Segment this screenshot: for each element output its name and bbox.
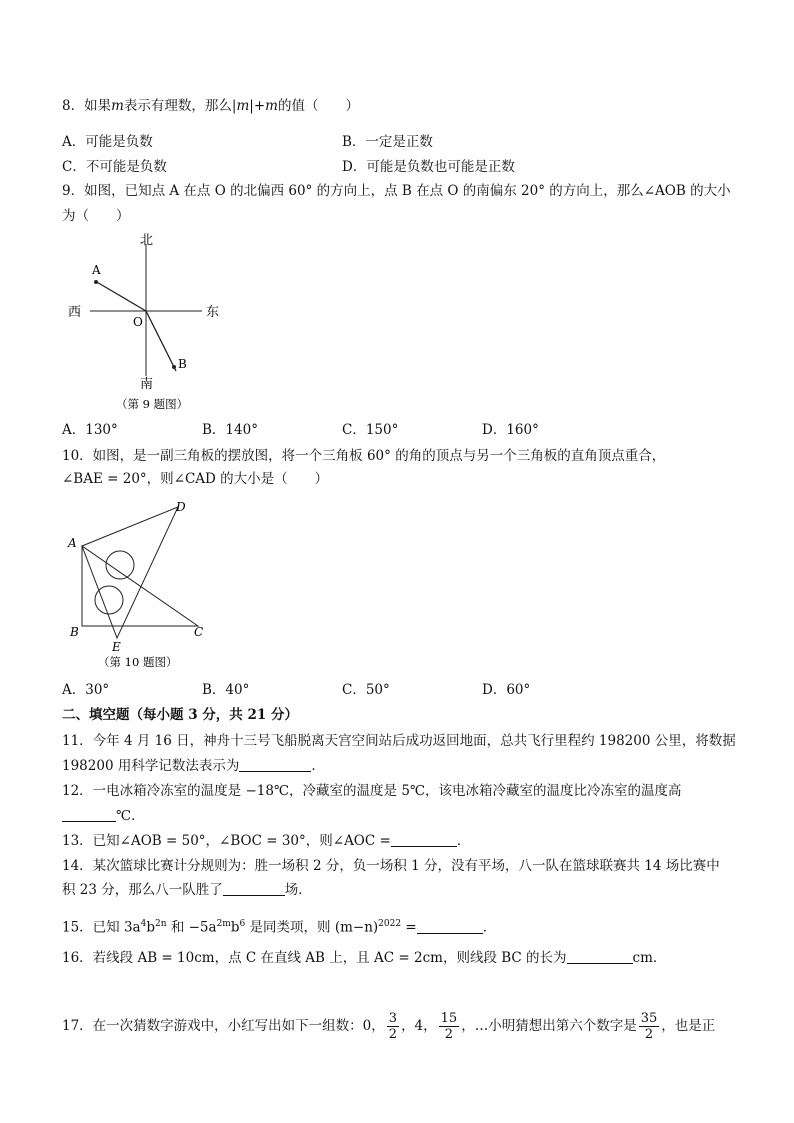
q15-stem: 15．已知 $3a^4b^{2n}$ 和 $-5a^{2m}b^6$ 是同类项，则 $(m-n)^{2022}$ = ．	[62, 919, 497, 936]
q9-figure	[60, 228, 240, 418]
label-e: E	[112, 640, 121, 654]
label-east: 东	[206, 305, 220, 320]
q14-answer-blank[interactable]	[223, 881, 285, 896]
label-a: A	[68, 536, 77, 550]
q10-figure	[60, 497, 220, 675]
figure-caption: （第 10 题图）	[98, 655, 178, 669]
q8-stem: 8．如果m表示有理数，那么|m|+m的值（ ）	[62, 98, 359, 114]
q9-option-a[interactable]: A．130°	[62, 422, 118, 438]
q10-option-b[interactable]: B．40°	[202, 682, 250, 698]
q16-stem: 16．若线段 AB = 10cm，点 C 在直线 AB 上，且 AC = 2cm，则线段 BC 的长为 cm．	[62, 950, 667, 966]
q15-answer-blank[interactable]	[417, 919, 483, 934]
fraction-three-halves: $\frac{3}{2}$	[388, 1011, 398, 1042]
point-b-dot	[172, 365, 176, 369]
label-o: O	[133, 315, 143, 329]
q8-option-d[interactable]: D．可能是负数也可能是正数	[342, 159, 515, 175]
q12-stem-line1: 12．一电冰箱冷冻室的温度是 −18℃，冷藏室的温度是 5℃，该电冰箱冷藏室的温度比冷冻室的温度高	[62, 783, 682, 799]
q8-option-a[interactable]: A．可能是负数	[62, 134, 153, 150]
q10-option-a[interactable]: A．30°	[62, 682, 110, 698]
label-d: D	[176, 500, 186, 514]
q11-stem-line2: 198200 用科学记数法表示为 ．	[62, 758, 325, 774]
ray-oa	[95, 281, 146, 311]
ray-ob	[146, 311, 176, 371]
q10-stem-line2: ∠BAE = 20°，则∠CAD 的大小是（ ）	[62, 471, 329, 487]
triangle-ade	[82, 507, 178, 638]
q12-answer-blank[interactable]	[62, 807, 116, 822]
q9-option-d[interactable]: D．160°	[482, 422, 539, 438]
q17-stem: 17．在一次猜数字游戏中，小红写出如下一组数：0， $\frac{3}{2}$ ，4， $\frac{15}{2}$ ，…小明猜想出第六个数字是 $\frac{35}{2}$ ，也是正	[62, 1011, 716, 1042]
label-a: A	[92, 263, 101, 277]
label-north: 北	[140, 233, 154, 248]
label-south: 南	[140, 377, 154, 392]
hole-bottom	[95, 586, 123, 614]
q13-answer-blank[interactable]	[391, 832, 457, 847]
q8-option-b[interactable]: B．一定是正数	[342, 134, 433, 150]
q9-stem-line1: 9．如图，已知点 A 在点 O 的北偏西 60° 的方向上，点 B 在点 O 的南偏东 20° 的方向上，那么∠AOB 的大小	[62, 183, 731, 199]
q9-option-c[interactable]: C．150°	[342, 422, 399, 438]
q11-stem-line1: 11．今年 4 月 16 日，神舟十三号飞船脱离天宫空间站后成功返回地面，总共飞行里程约 198200 公里，将数据	[62, 733, 736, 749]
point-a-dot	[94, 280, 98, 284]
q12-stem-line2: ℃．	[62, 806, 145, 826]
q11-answer-blank[interactable]	[239, 757, 311, 772]
q10-stem-line1: 10．如图，是一副三角板的摆放图，将一个三角板 60° 的角的顶点与另一个三角板的直角顶点重合，	[62, 448, 666, 464]
label-c: C	[194, 625, 204, 639]
triangle-abc	[82, 546, 198, 626]
q13-stem: 13．已知∠AOB = 50°，∠BOC = 30°，则∠AOC = ．	[62, 833, 471, 849]
label-west: 西	[68, 305, 82, 320]
label-b: B	[70, 625, 79, 639]
fraction-thirtyfive-halves: $\frac{35}{2}$	[640, 1011, 658, 1042]
q16-answer-blank[interactable]	[567, 949, 633, 964]
q9-option-b[interactable]: B．140°	[202, 422, 258, 438]
label-b: B	[178, 357, 187, 371]
q9-stem-line2: 为（ ）	[62, 208, 130, 224]
q14-stem-line1: 14．某次篮球比赛计分规则为：胜一场积 2 分，负一场积 1 分，没有平场，八一队在篮球联赛共 14 场比赛中	[62, 858, 720, 874]
q14-stem-line2: 积 23 分，那么八一队胜了 场．	[62, 882, 312, 898]
q8-option-c[interactable]: C．不可能是负数	[62, 159, 167, 175]
q10-option-d[interactable]: D．60°	[482, 682, 531, 698]
section-heading: 二、填空题（每小题 3 分，共 21 分）	[62, 707, 298, 723]
figure-caption: （第 9 题图）	[116, 397, 189, 411]
fraction-fifteen-halves: $\frac{15}{2}$	[440, 1011, 458, 1042]
q10-option-c[interactable]: C．50°	[342, 682, 390, 698]
